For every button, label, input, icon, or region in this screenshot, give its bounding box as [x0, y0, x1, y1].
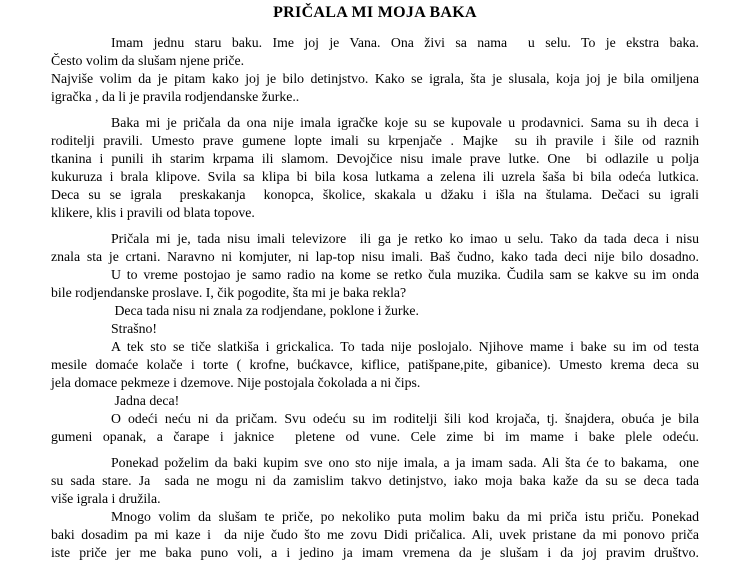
text-line: više igrala i družila.: [51, 491, 161, 506]
document-title: PRIČALA MI MOJA BAKA: [273, 4, 477, 21]
text-line: iste priče jer me baka puno voli, a i jedino ja imam vremena da je slušam i da joj pravim društvo.: [51, 545, 699, 560]
paragraph: [51, 230, 699, 446]
text-line: Jadna deca!: [111, 393, 180, 408]
text-line: klikere, klis i pravili od blata topove.: [51, 205, 255, 220]
text-line: Pričala mi je, tada nisu imali televizore ili ga je retko ko imao u selu. Tako da tada deca i nisu: [111, 231, 699, 246]
text-line: U to vreme postojao je samo radio na kome se retko čula muzika. Čudila sam se kakve su im onda: [111, 267, 699, 282]
text-line: Imam jednu staru baku. Ime joj je Vana. Ona živi sa nama u selu. To je ekstra baka.: [111, 35, 699, 50]
text-line: gumeni opanak, a čarape i jaknice pletene od vune. Cele zime bi im mame i bake plele odeću.: [51, 429, 699, 444]
text-line: Često volim da slušam njene priče.: [51, 53, 245, 68]
text-line: Strašno!: [111, 321, 157, 336]
text-line: bile rodjendanske proslave. I, čik pogodite, šta mi je baka rekla?: [51, 285, 407, 300]
text-line: Baka mi je pričala da ona nije imala igračke koje su se kupovale u prodavnici. Sama su ih deca i: [111, 115, 699, 130]
text-line: Deca tada nisu ni znala za rodjendane, poklone i žurke.: [111, 303, 420, 318]
text-line: igračka , da li je pravila rodjendanske žurke..: [51, 89, 300, 104]
text-line: mesile domaće kolače i torte ( krofne, bućkavce, kiflice, patišpane,pite, gibanice). Umesto krema deca su: [51, 357, 699, 372]
text-line: znala sta je crtani. Naravno ni komjuter, ni lap-top nisu imali. Baš čudno, kako tada deci nije bilo dosadno.: [51, 249, 699, 264]
paragraph: [51, 454, 699, 562]
text-line: Najviše volim da je pitam kako joj je bilo detinjstvo. Kako se igrala, šta je slusala, koja joj je bila omiljena: [51, 71, 699, 86]
text-line: Deca su se igrala preskakanja konopca, školice, skakala u džaku i išla na štulama. Dečaci su igrali: [51, 187, 699, 202]
text-line: tkanina i punili ih starim krpama ili slamom. Devojčice nisu imale prave lutke. One bi odlazile u polja: [51, 151, 699, 166]
paragraph: [51, 114, 699, 222]
text-line: kukuruza i brala klipove. Svila sa klipa bi bila kosa lutkama a zelena ili uzrela šaša bi bila odeća lutkica.: [51, 169, 699, 184]
text-line: Mnogo volim da slušam te priče, po nekoliko puta molim baku da mi priča istu priču. Ponekad: [111, 509, 699, 524]
text-line: roditelji pravili. Umesto prave gumene lopte imali su krpenjače . Majke su ih pravile i šile od raznih: [51, 133, 699, 148]
text-line: jela domace pekmeze i dzemove. Nije postojala čokolada a ni čips.: [51, 375, 421, 390]
text-line: A tek sto se tiče slatkiša i grickalica. To tada nije poslojalo. Njihove mame i bake su im od testa: [111, 339, 699, 354]
paragraph: [51, 34, 699, 106]
text-line: baki dosadim pa mi kaze i da nije čudo što me zovu Didi pričalica. Ali, uvek pristane da mi ponovo priča: [51, 527, 699, 542]
text-line: su sada stare. Ja sada ne mogu ni da zamislim takvo detinjstvo, iako moja baka kaže da su se deca tada: [51, 473, 699, 488]
document-body: [51, 34, 699, 562]
text-line: Ponekad poželim da baki kupim sve ono sto nije imala, a ja imam sada. Ali šta će to bakama, one: [111, 455, 699, 470]
text-line: O odeći neću ni da pričam. Svu odeću su im roditelji šili kod krojača, tj. šnajdera, obuća je bila: [111, 411, 699, 426]
